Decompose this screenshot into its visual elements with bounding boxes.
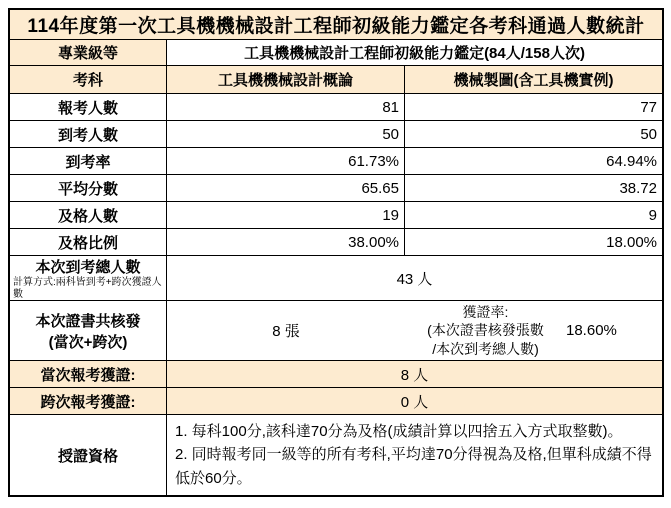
stat-row-average-score bbox=[10, 175, 662, 202]
stat-value-subject1: 61.73% bbox=[167, 148, 405, 174]
stat-row-attendance-rate bbox=[10, 148, 662, 175]
qualification-content-cell bbox=[167, 415, 662, 495]
stat-label: 報考人數 bbox=[10, 94, 167, 120]
certificates-rate: 18.60% bbox=[566, 322, 617, 339]
qualification-row bbox=[10, 415, 662, 495]
stat-value-subject2: 18.00% bbox=[606, 233, 657, 251]
qualification-label: 授證資格 bbox=[10, 415, 167, 495]
rate-caption-line2: (本次證書核發張數 bbox=[427, 322, 544, 339]
certificates-count: 8 張 bbox=[272, 323, 300, 340]
stat-value-subject2: 50 bbox=[640, 125, 657, 143]
stat-label: 及格人數 bbox=[10, 202, 167, 228]
stat-value-subject2: 77 bbox=[640, 98, 657, 116]
level-row bbox=[10, 40, 662, 66]
stat-value-subject1: 81 bbox=[167, 94, 405, 120]
cross-session-label: 跨次報考獲證: bbox=[10, 388, 167, 414]
certificates-label-line1: 本次證書共核發 bbox=[35, 312, 141, 330]
rate-caption-line3: /本次到考總人數) bbox=[432, 340, 539, 357]
stat-row-registered bbox=[10, 94, 662, 121]
qualification-text bbox=[167, 416, 662, 494]
stat-value-subject2: 64.94% bbox=[606, 152, 657, 170]
stat-value-subject1: 19 bbox=[167, 202, 405, 228]
stat-value-subject1: 50 bbox=[167, 121, 405, 147]
subjects-label: 考科 bbox=[10, 66, 167, 93]
current-session-value: 8 人 bbox=[400, 366, 429, 384]
stat-label: 平均分數 bbox=[10, 175, 167, 201]
stat-value-subject2: 9 bbox=[648, 206, 657, 224]
total-attended-note: 計算方式:兩科皆到考+跨次獲證人數 bbox=[13, 277, 162, 300]
stat-row-attended bbox=[10, 121, 662, 148]
stat-value-subject2: 38.72 bbox=[619, 179, 657, 197]
current-session-label: 當次報考獲證: bbox=[10, 361, 167, 387]
level-value: 工具機機械設計工程師初級能力鑑定(84人/158人次) bbox=[244, 45, 585, 62]
total-attended-row bbox=[10, 256, 662, 301]
certificates-label-cell bbox=[10, 301, 167, 360]
qualification-rule-2: 2. 同時報考同一級等的所有考科,平均達70分得視為及格,但單科成績不得低於60分。 bbox=[175, 446, 652, 487]
cross-session-value: 0 人 bbox=[400, 393, 429, 411]
stat-label: 及格比例 bbox=[10, 229, 167, 255]
stat-row-pass-ratio bbox=[10, 229, 662, 256]
level-label: 專業級等 bbox=[10, 40, 167, 65]
subjects-header-row bbox=[10, 66, 662, 94]
stat-label: 到考率 bbox=[10, 148, 167, 174]
current-session-row bbox=[10, 361, 662, 388]
stat-row-passed-count bbox=[10, 202, 662, 229]
total-attended-value: 43 人 bbox=[396, 270, 433, 288]
total-attended-label: 本次到考總人數 bbox=[35, 259, 141, 276]
certificates-row bbox=[10, 301, 662, 361]
stat-value-subject1: 38.00% bbox=[167, 229, 405, 255]
subject2-header: 機械製圖(含工具機實例) bbox=[453, 72, 614, 89]
qualification-rule-1: 1. 每科100分,該科達70分為及格(成績計算以四捨五入方式取整數)。 bbox=[175, 423, 623, 441]
certificates-label-line2: (當次+跨次) bbox=[48, 333, 128, 351]
subject1-header: 工具機機械設計概論 bbox=[167, 66, 405, 93]
cross-session-row bbox=[10, 388, 662, 415]
stat-label: 到考人數 bbox=[10, 121, 167, 147]
title-row bbox=[10, 10, 662, 40]
certificates-value-cell bbox=[167, 301, 662, 360]
page-title: 114年度第一次工具機機械設計工程師初級能力鑑定各考科通過人數統計 bbox=[27, 16, 645, 37]
stat-value-subject1: 65.65 bbox=[167, 175, 405, 201]
certificates-rate-caption bbox=[405, 303, 566, 358]
rate-caption-line1: 獲證率: bbox=[462, 304, 509, 321]
total-attended-label-cell bbox=[10, 256, 167, 300]
statistics-table bbox=[8, 8, 664, 497]
